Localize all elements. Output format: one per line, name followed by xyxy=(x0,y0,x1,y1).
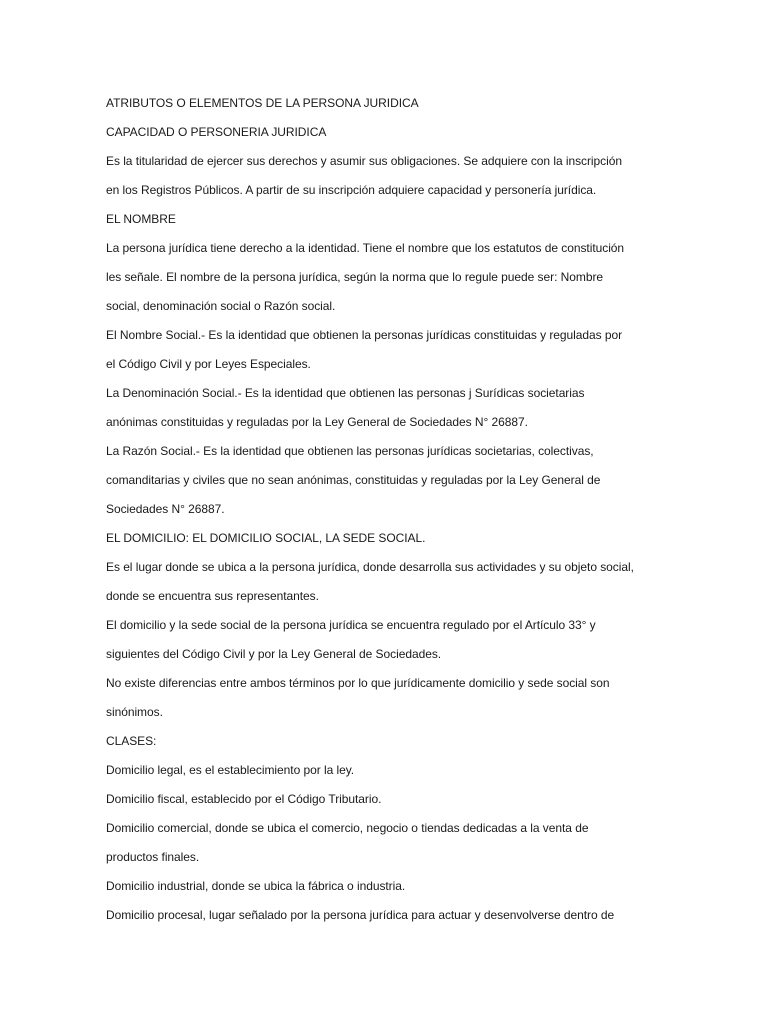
text-line: El Nombre Social.- Es la identidad que obtienen la personas jurídicas constituidas y reguladas por xyxy=(106,328,623,342)
text-line: La persona jurídica tiene derecho a la identidad. Tiene el nombre que los estatutos de constitución xyxy=(106,241,625,255)
text-line: Domicilio comercial, donde se ubica el comercio, negocio o tiendas dedicadas a la venta de xyxy=(106,821,589,835)
document-title: ATRIBUTOS O ELEMENTOS DE LA PERSONA JURIDICA xyxy=(106,96,419,110)
text-line: No existe diferencias entre ambos términos por lo que jurídicamente domicilio y sede social son xyxy=(106,676,610,690)
text-line: Es el lugar donde se ubica a la persona jurídica, donde desarrolla sus actividades y su objeto social, xyxy=(106,560,634,574)
section-heading-nombre: EL NOMBRE xyxy=(106,212,176,226)
text-line: Domicilio legal, es el establecimiento por la ley. xyxy=(106,763,355,777)
text-line: La Razón Social.- Es la identidad que obtienen las personas jurídicas societarias, colectivas, xyxy=(106,444,594,458)
text-line: anónimas constituidas y reguladas por la Ley General de Sociedades N° 26887. xyxy=(106,415,528,429)
text-line: en los Registros Públicos. A partir de su inscripción adquiere capacidad y personería jurídica. xyxy=(106,183,597,197)
text-line: social, denominación social o Razón social. xyxy=(106,299,336,313)
document-body xyxy=(106,94,666,935)
section-heading-clases: CLASES: xyxy=(106,734,157,748)
text-line: productos finales. xyxy=(106,850,200,864)
text-line: les señale. El nombre de la persona jurídica, según la norma que lo regule puede ser: Nombre xyxy=(106,270,604,284)
text-line: siguientes del Código Civil y por la Ley General de Sociedades. xyxy=(106,647,442,661)
text-line: Es la titularidad de ejercer sus derechos y asumir sus obligaciones. Se adquiere con la inscripción xyxy=(106,154,622,168)
text-line: Domicilio industrial, donde se ubica la fábrica o industria. xyxy=(106,879,406,893)
text-line: donde se encuentra sus representantes. xyxy=(106,589,319,603)
text-line: La Denominación Social.- Es la identidad que obtienen las personas j Surídicas societarias xyxy=(106,386,585,400)
text-line: el Código Civil y por Leyes Especiales. xyxy=(106,357,311,371)
section-heading-domicilio: EL DOMICILIO: EL DOMICILIO SOCIAL, LA SEDE SOCIAL. xyxy=(106,531,426,545)
text-line: Sociedades N° 26887. xyxy=(106,502,225,516)
text-line: comanditarias y civiles que no sean anónimas, constituidas y reguladas por la Ley General de xyxy=(106,473,601,487)
text-line: sinónimos. xyxy=(106,705,163,719)
section-heading-capacidad: CAPACIDAD O PERSONERIA JURIDICA xyxy=(106,125,327,139)
text-line: Domicilio procesal, lugar señalado por la persona jurídica para actuar y desenvolverse dentro de xyxy=(106,908,615,922)
text-line: Domicilio fiscal, establecido por el Código Tributario. xyxy=(106,792,382,806)
text-line: El domicilio y la sede social de la persona jurídica se encuentra regulado por el Artículo 33° y xyxy=(106,618,596,632)
